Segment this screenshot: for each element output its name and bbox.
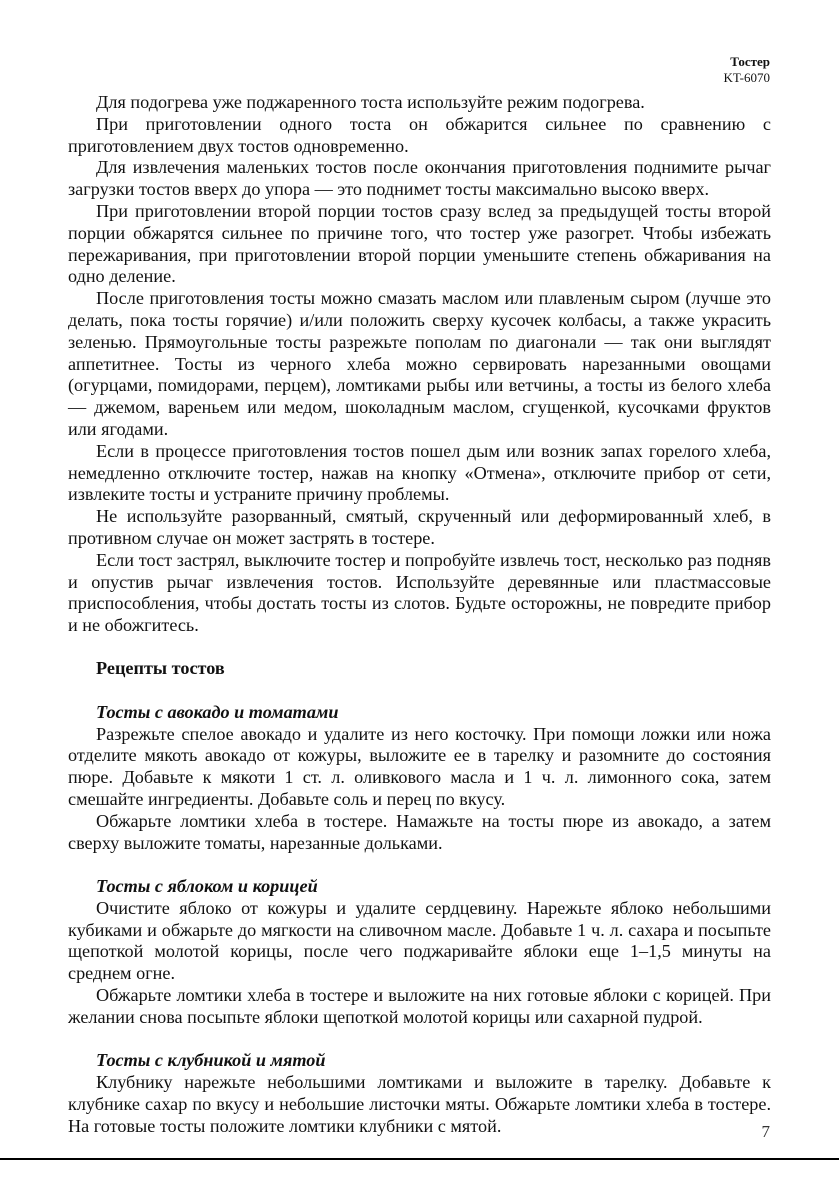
recipe-paragraph: Обжарьте ломтики хлеба в тостере и выложите на них готовые яблоки с корицей. При желании снова посыпьте яблоки щепоткой молотой корицы или сахарной пудрой.	[68, 985, 771, 1027]
section-title: Рецепты тостов	[96, 657, 225, 678]
recipe-title: Тосты с яблоком и корицей	[96, 876, 318, 897]
spacer	[68, 1029, 771, 1051]
recipe-paragraph: Очистите яблоко от кожуры и удалите сердцевину. Нарежьте яблоко небольшими кубиками и обжарьте до мягкости на сливочном масле. Добавьте 1 ч. л. сахара и посыпьте щепоткой молотой корицы, после чего поджаривайте яблоки еще 1–1,5 минуты на среднем огне.	[68, 897, 771, 984]
paragraph: После приготовления тосты можно смазать маслом или плавленым сыром (лучше это делать, пока тосты горячие) и/или положить сверху кусочек колбасы, а также украсить зеленью. Прямоугольные тосты разрежьте пополам по диагонали — так они выглядят аппетитнее. Тосты из черного хлеба можно сервировать нарезанными овощами (огурцами, помидорами, перцем), ломтиками рыбы или ветчины, а тосты из белого хлеба — джемом, вареньем или медом, шоколадным маслом, сгущенкой, кусочками фруктов или ягодами.	[68, 288, 771, 439]
page-header	[724, 54, 770, 86]
spacer	[68, 854, 771, 876]
header-model: KT-6070	[723, 70, 770, 85]
recipe-title: Тосты с клубникой и мятой	[96, 1050, 326, 1071]
recipe-paragraph: Обжарьте ломтики хлеба в тостере. Намажьте на тосты пюре из авокадо, а затем сверху выложите томаты, нарезанные дольками.	[68, 810, 771, 853]
paragraph: Если в процессе приготовления тостов пошел дым или возник запах горелого хлеба, немедленно отключите тостер, нажав на кнопку «Отмена», отключите прибор от сети, извлеките тосты и устраните причину проблемы.	[68, 440, 771, 505]
paragraph: Если тост застрял, выключите тостер и попробуйте извлечь тост, несколько раз подняв и опустив рычаг извлечения тостов. Используйте деревянные или пластмассовые приспособления, чтобы достать тосты из слотов. Будьте осторожны, не повредите прибор и не обожгитесь.	[68, 549, 771, 636]
recipe-paragraph: Разрежьте спелое авокадо и удалите из него косточку. При помощи ложки или ножа отделите мякоть авокадо от кожуры, выложите ее в тарелку и разомните до состояния пюре. Добавьте к мякоти 1 ст. л. оливкового масла и 1 ч. л. лимонного сока, затем смешайте ингредиенты. Добавьте соль и перец по вкусу.	[68, 723, 771, 809]
bottom-divider	[0, 1158, 839, 1160]
paragraph: Для извлечения маленьких тостов после окончания приготовления поднимите рычаг загрузки тостов вверх до упора — это поднимет тосты максимально высоко вверх.	[68, 157, 771, 200]
recipe-paragraph: Клубнику нарежьте небольшими ломтиками и выложите в тарелку. Добавьте к клубнике сахар по вкусу и небольшие листочки мяты. Обжарьте ломтики хлеба в тостере. На готовые тосты положите ломтики клубники с мятой.	[68, 1072, 771, 1136]
paragraph: При приготовлении одного тоста он обжарится сильнее по сравнению с приготовлением двух тостов одновременно.	[68, 113, 771, 156]
paragraph: Для подогрева уже поджаренного тоста используйте режим подогрева.	[96, 92, 645, 112]
paragraph: Не используйте разорванный, смятый, скрученный или деформированный хлеб, в противном случае он может застрять в тостере.	[68, 506, 771, 548]
page-content	[68, 92, 771, 1138]
recipe-title: Тосты с авокадо и томатами	[96, 701, 339, 722]
page-number: 7	[761, 1122, 770, 1141]
paragraph: При приготовлении второй порции тостов сразу вслед за предыдущей тосты второй порции обжарятся сильнее по причине того, что тостер уже разогрет. Чтобы избежать пережаривания, при приготовлении второй порции уменьшите степень обжаривания на одно деление.	[68, 200, 771, 287]
header-title: Тостер	[730, 54, 770, 69]
